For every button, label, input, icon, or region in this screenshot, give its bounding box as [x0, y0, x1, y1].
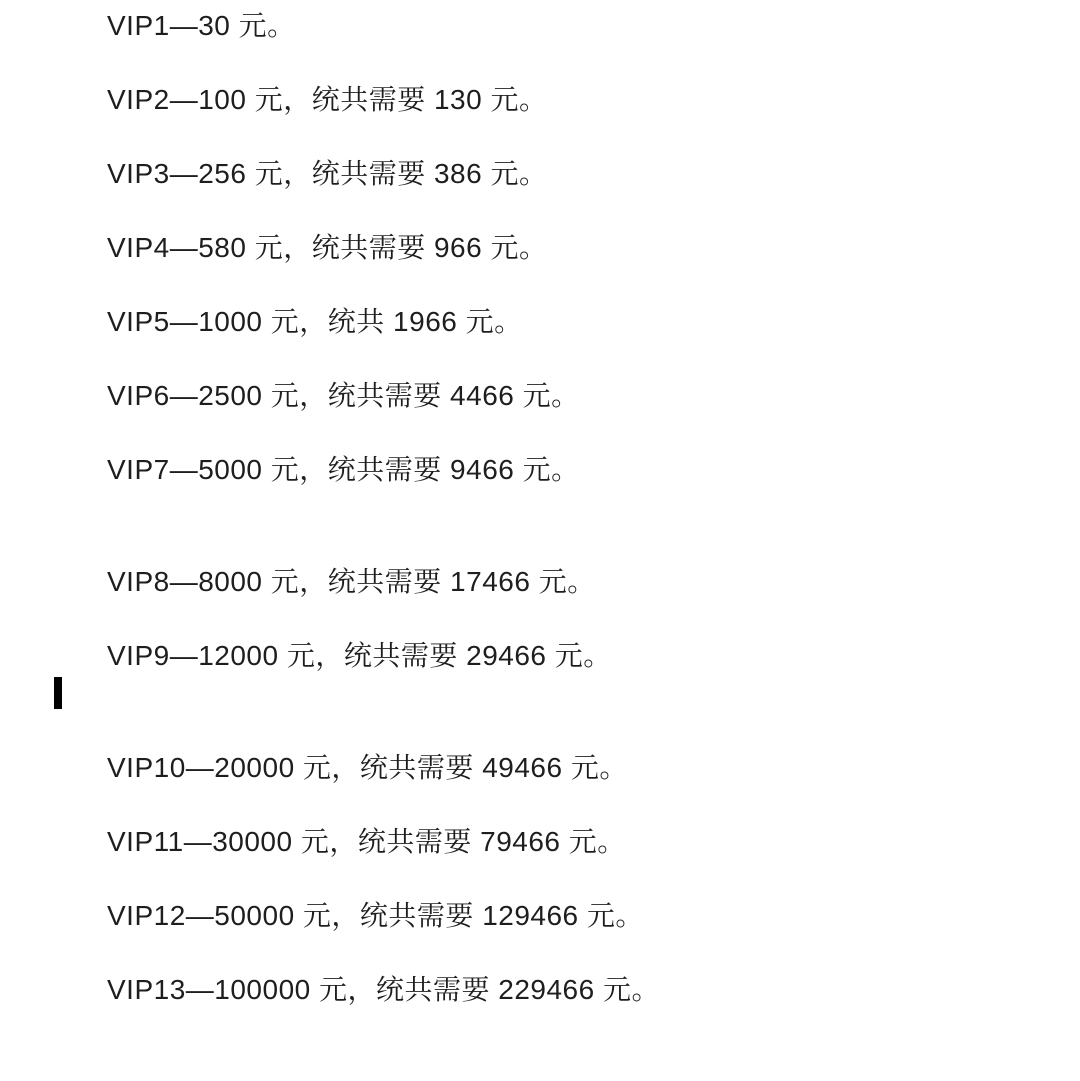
vip-line-2: VIP2—100 元，统共需要 130 元。 — [107, 84, 548, 115]
vip-line-4: VIP4—580 元，统共需要 966 元。 — [107, 232, 548, 263]
text-cursor — [54, 677, 62, 709]
vip-line-11: VIP11—30000 元，统共需要 79466 元。 — [107, 826, 626, 857]
vip-line-8: VIP8—8000 元，统共需要 17466 元。 — [107, 566, 596, 597]
vip-line-5: VIP5—1000 元，统共 1966 元。 — [107, 306, 523, 337]
vip-line-13: VIP13—100000 元，统共需要 229466 元。 — [107, 974, 660, 1005]
vip-line-10: VIP10—20000 元，统共需要 49466 元。 — [107, 752, 628, 783]
vip-line-3: VIP3—256 元，统共需要 386 元。 — [107, 158, 548, 189]
vip-line-9: VIP9—12000 元，统共需要 29466 元。 — [107, 640, 612, 671]
vip-line-7: VIP7—5000 元，统共需要 9466 元。 — [107, 454, 580, 485]
vip-line-12: VIP12—50000 元，统共需要 129466 元。 — [107, 900, 644, 931]
vip-line-6: VIP6—2500 元，统共需要 4466 元。 — [107, 380, 580, 411]
vip-line-1: VIP1—30 元。 — [107, 10, 296, 41]
